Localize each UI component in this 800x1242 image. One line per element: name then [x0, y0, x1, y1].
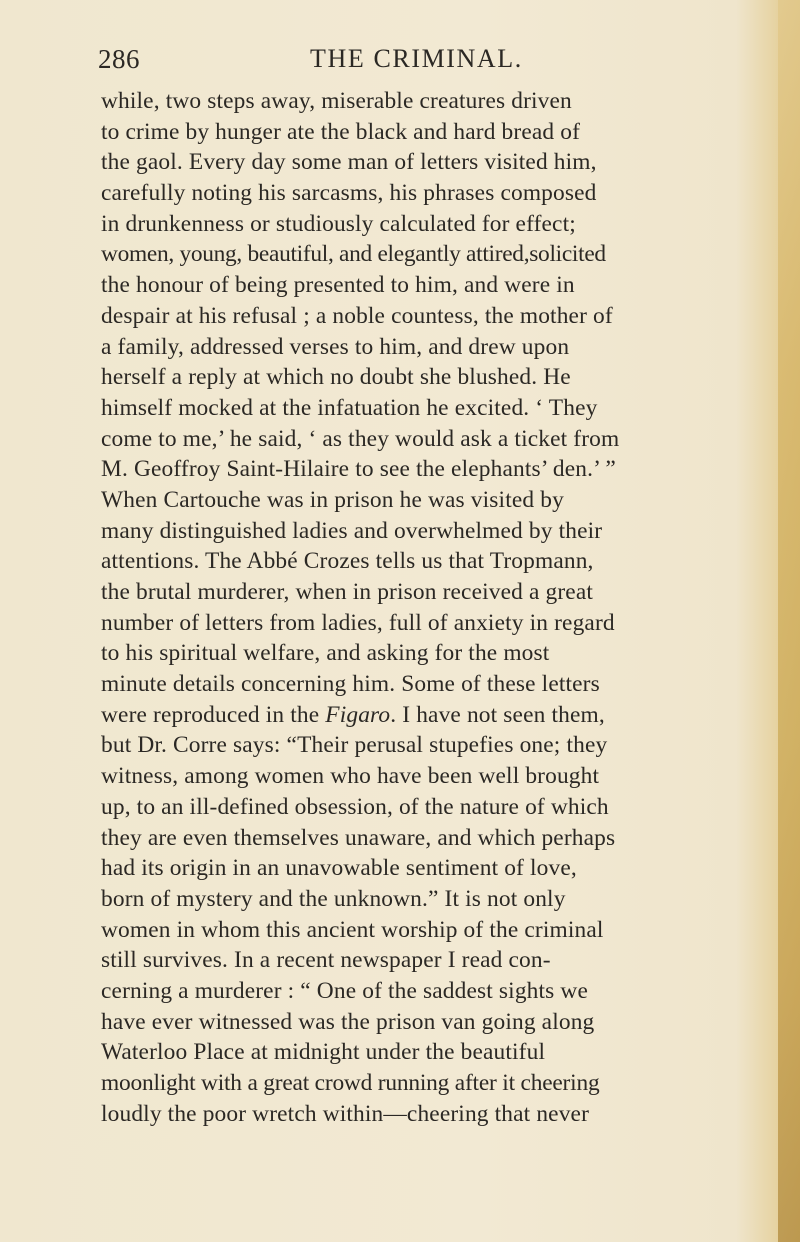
text-line: born of mystery and the unknown.” It is not only [101, 885, 566, 912]
text-line-figaro: were reproduced in the Figaro. I have not seen them, [101, 701, 605, 728]
text-line: women, young, beautiful, and elegantly attired,solicited [101, 241, 606, 268]
text-line: attentions. The Abbé Crozes tells us that Tropmann, [101, 548, 594, 575]
text-line: a family, addressed verses to him, and drew upon [101, 333, 570, 360]
text-line: herself a reply at which no doubt she blushed. He [101, 364, 571, 391]
text-line: up, to an ill-defined obsession, of the nature of which [101, 793, 609, 820]
text-line: but Dr. Corre says: “Their perusal stupefies one; they [101, 732, 608, 759]
text-line: many distinguished ladies and overwhelmed by their [101, 517, 603, 544]
text-line: come to me,’ he said, ‘ as they would ask a ticket from [101, 425, 620, 452]
text-line: number of letters from ladies, full of anxiety in regard [101, 609, 615, 636]
text-line: M. Geoffroy Saint-Hilaire to see the elephants’ den.’ ” [101, 456, 616, 483]
text-line: have ever witnessed was the prison van going along [101, 1008, 595, 1035]
italic-title: Figaro [325, 701, 391, 728]
text-line: the honour of being presented to him, and were in [101, 272, 575, 299]
text-line: the brutal murderer, when in prison received a great [101, 579, 594, 605]
page-number: 286 [98, 44, 140, 74]
text-line: still survives. In a recent newspaper I read con- [101, 947, 551, 974]
body-text [101, 86, 741, 1129]
text-line: while, two steps away, miserable creatures driven [101, 88, 572, 114]
text-line: witness, among women who have been well brought [101, 763, 600, 790]
text-line: himself mocked at the infatuation he excited. ‘ They [101, 394, 598, 421]
text-line: to crime by hunger ate the black and hard bread of [101, 118, 581, 145]
running-head: THE CRIMINAL. [310, 44, 523, 73]
text-line: Waterloo Place at midnight under the beautiful [101, 1039, 546, 1066]
text-line: women in whom this ancient worship of the criminal [101, 916, 604, 943]
page-header [98, 44, 718, 80]
text-line: loudly the poor wretch within—cheering that never [101, 1100, 590, 1127]
text-line: had its origin in an unavowable sentiment of love, [101, 855, 577, 882]
text-line: they are even themselves unaware, and which perhaps [101, 824, 616, 851]
page-edge-shadow [778, 0, 800, 1242]
text-line: carefully noting his sarcasms, his phrases composed [101, 180, 597, 207]
text-line: to his spiritual welfare, and asking for the most [101, 640, 550, 667]
text-line: moonlight with a great crowd running after it cheering [101, 1070, 600, 1096]
text-line: minute details concerning him. Some of these letters [101, 671, 600, 698]
text-line: despair at his refusal ; a noble countess, the mother of [101, 302, 613, 329]
text-line: in drunkenness or studiously calculated for effect; [101, 210, 576, 237]
text-line: cerning a murderer : “ One of the saddest sights we [101, 977, 588, 1004]
text-line: the gaol. Every day some man of letters visited him, [101, 149, 597, 176]
text-line: When Cartouche was in prison he was visited by [101, 486, 564, 513]
